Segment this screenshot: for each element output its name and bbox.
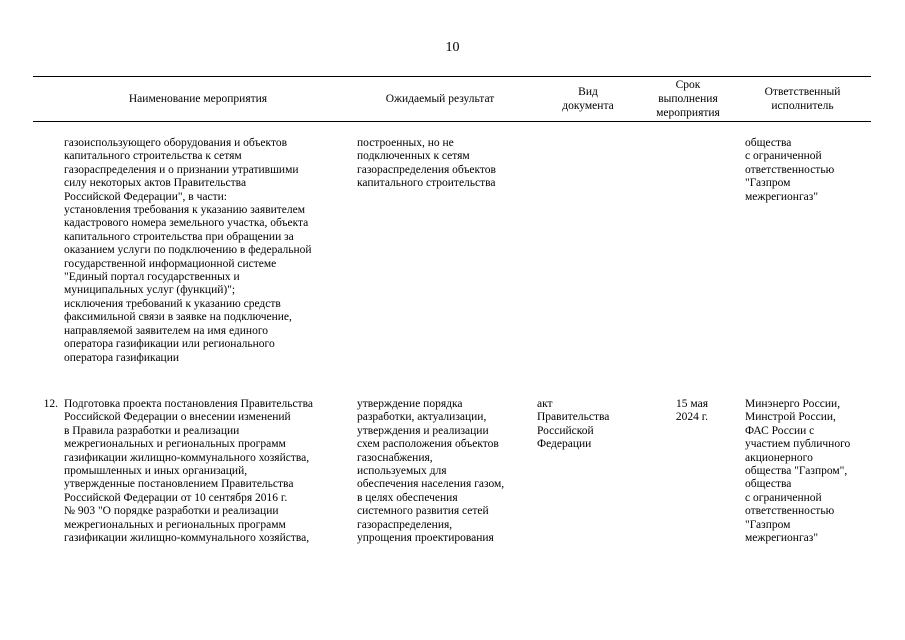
row-responsible: общества с ограниченной ответственностью "Газпром межрегионгаз" bbox=[745, 137, 835, 203]
page-number: 10 bbox=[445, 40, 460, 55]
table-header-rule bbox=[33, 121, 871, 122]
row-number: 12. bbox=[43, 398, 58, 410]
row-name: газоиспользующего оборудования и объектов капитального строительства к сетям газораспределения и о признании утратившими силу некоторых актов Правительства Российской Федерации", в части: установления требования к указанию заявителем кадастрового номера земельного участка, объекта капитального строительства при обращении за оказанием услуги по подключению в федеральной государственной информационной системе "Единый портал государственных и муниципальных услуг (функций)"; исключения требований к указанию средств факсимильной связи в заявке на подключение, направляемой заявителем на имя единого оператора газификации или регионального оператора газификации bbox=[64, 137, 312, 364]
header-deadline: Срок выполнения мероприятия bbox=[656, 79, 720, 119]
row-result: утверждение порядка разработки, актуализации, утверждения и реализации схем расположения объектов газоснабжения, используемых для обеспечения населения газом, в целях обеспечения системного развития сетей газораспределения, упрощения проектирования bbox=[357, 398, 505, 545]
row-name: Подготовка проекта постановления Правительства Российской Федерации о внесении изменений в Правила разработки и реализации межрегиональных и региональных программ газификации жилищно-коммунального хозяйства, промышленных и иных организаций, утвержденные постановлением Правительства Российской Федерации от 10 сентября 2016 г. № 903 "О порядке разработки и реализации межрегиональных и региональных программ газификации жилищно-коммунального хозяйства, bbox=[64, 398, 313, 545]
row-result: построенных, но не подключенных к сетям газораспределения объектов капитального строительства bbox=[357, 137, 496, 190]
row-deadline: 15 мая 2024 г. bbox=[675, 398, 708, 424]
header-result: Ожидаемый результат bbox=[385, 93, 495, 105]
row-responsible: Минэнерго России, Минстрой России, ФАС России с участием публичного акционерного общества "Газпром", общества с ограниченной ответственностью "Газпром межрегионгаз" bbox=[745, 398, 851, 545]
header-responsible: Ответственный исполнитель bbox=[764, 86, 841, 112]
header-name: Наименование мероприятия bbox=[128, 93, 268, 105]
header-doc-type: Вид документа bbox=[562, 86, 614, 112]
row-doc-type: акт Правительства Российской Федерации bbox=[537, 398, 610, 451]
